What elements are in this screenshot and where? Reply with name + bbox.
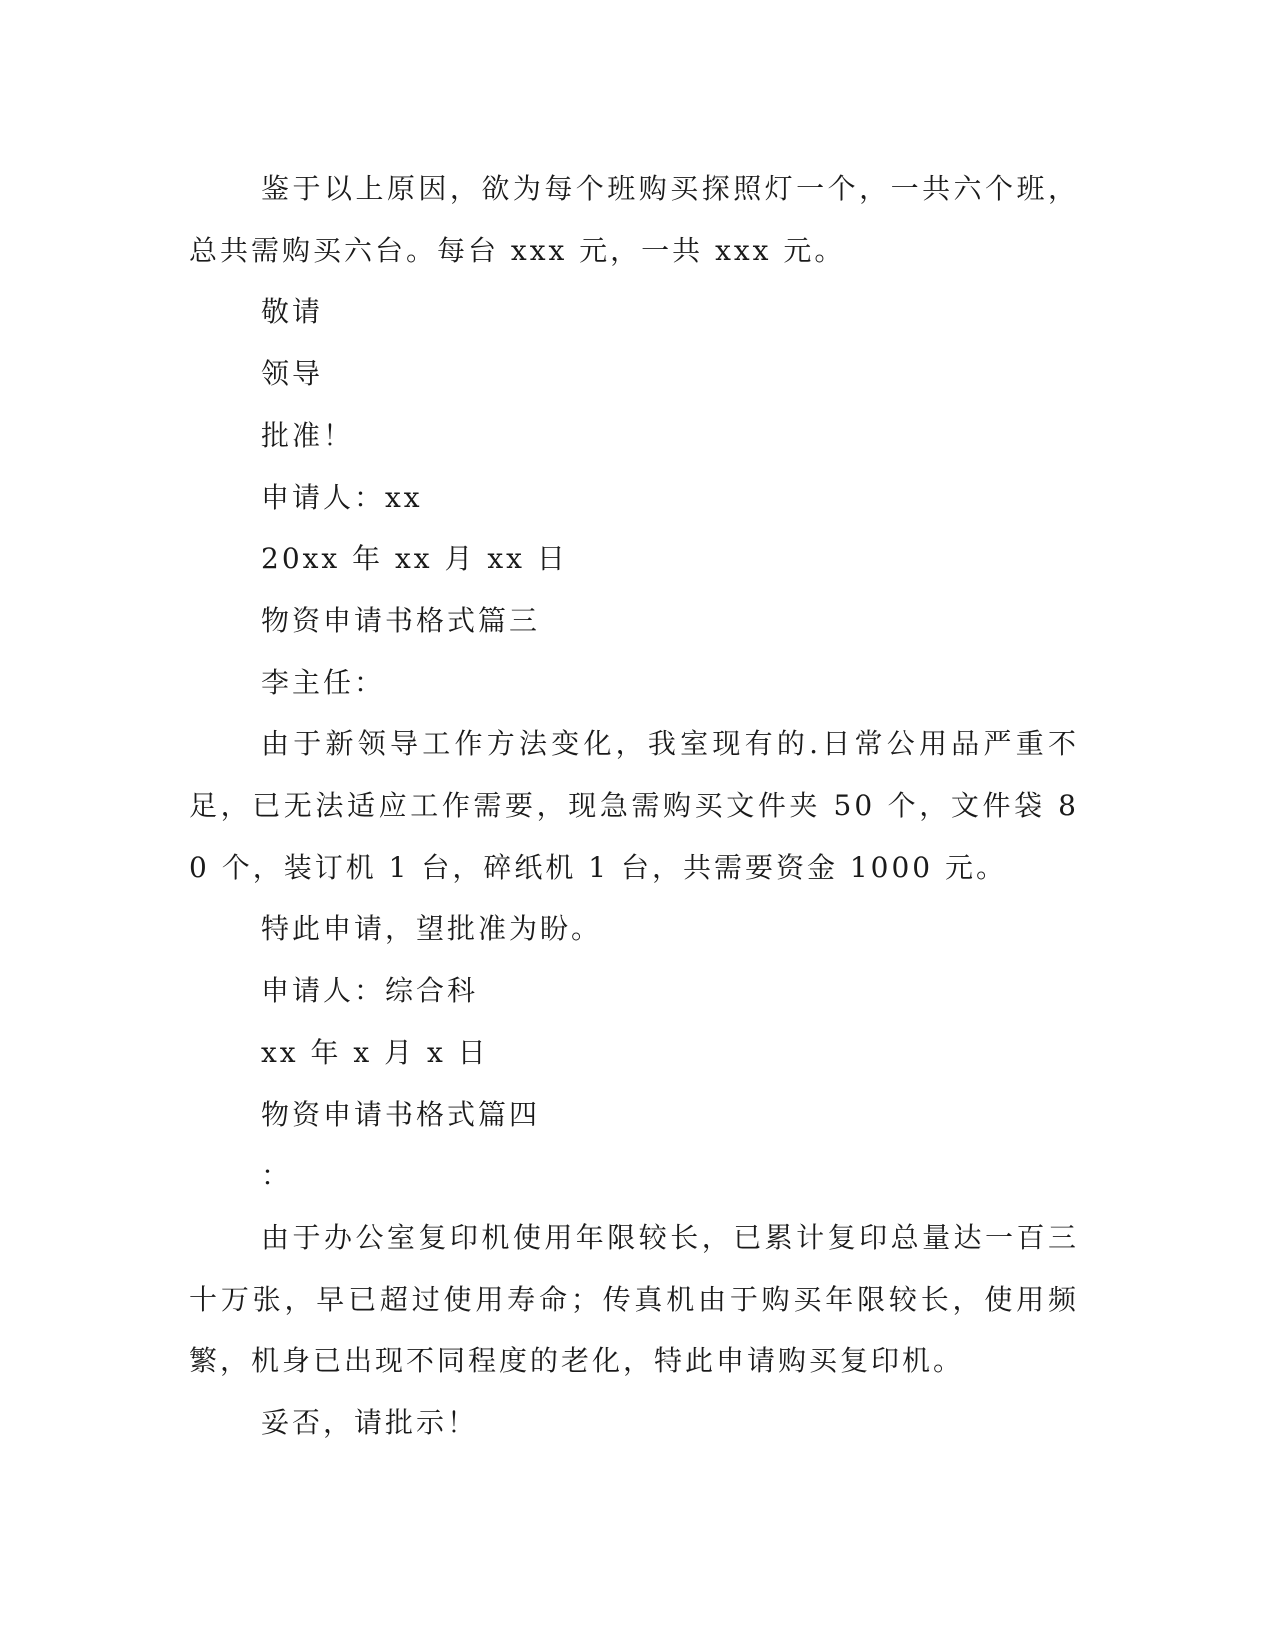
paragraph-blank-salutation: ： xyxy=(261,1159,293,1193)
section-heading-three: 物资申请书格式篇三 xyxy=(261,603,541,637)
section-heading-four: 物资申请书格式篇四 xyxy=(261,1097,541,1131)
document-body xyxy=(189,158,1079,1454)
paragraph-hereby-request: 特此申请，望批准为盼。 xyxy=(261,912,603,946)
paragraph-leader: 领导 xyxy=(261,357,324,391)
paragraph-closing: 妥否，请批示！ xyxy=(261,1406,479,1440)
paragraph-applicant-dept: 申请人：综合科 xyxy=(261,974,479,1008)
paragraph-approve: 批准！ xyxy=(261,418,355,452)
paragraph-reason: 鉴于以上原因，欲为每个班购买探照灯一个，一共六个班，总共需购买六台。每台 xxx 元，一共 xxx 元。 xyxy=(189,172,1079,267)
paragraph-copier-reason: 由于办公室复印机使用年限较长，已累计复印总量达一百三十万张，早已超过使用寿命；传真机由于购买年限较长，使用频繁，机身已出现不同程度的老化，特此申请购买复印机。 xyxy=(189,1220,1079,1378)
paragraph-applicant: 申请人：xx xyxy=(261,480,423,514)
paragraph-salutation: 李主任： xyxy=(261,665,386,699)
paragraph-date-two: xx 年 x 月 x 日 xyxy=(261,1035,489,1069)
paragraph-date: 20xx 年 xx 月 xx 日 xyxy=(261,542,568,576)
paragraph-request-body: 由于新领导工作方法变化，我室现有的.日常公用品严重不足，已无法适应工作需要，现急需购买文件夹 50 个，文件袋 80 个，装订机 1 台，碎纸机 1 台，共需要资金 1000 元。 xyxy=(189,727,1079,884)
paragraph-respectfully: 敬请 xyxy=(261,295,324,329)
